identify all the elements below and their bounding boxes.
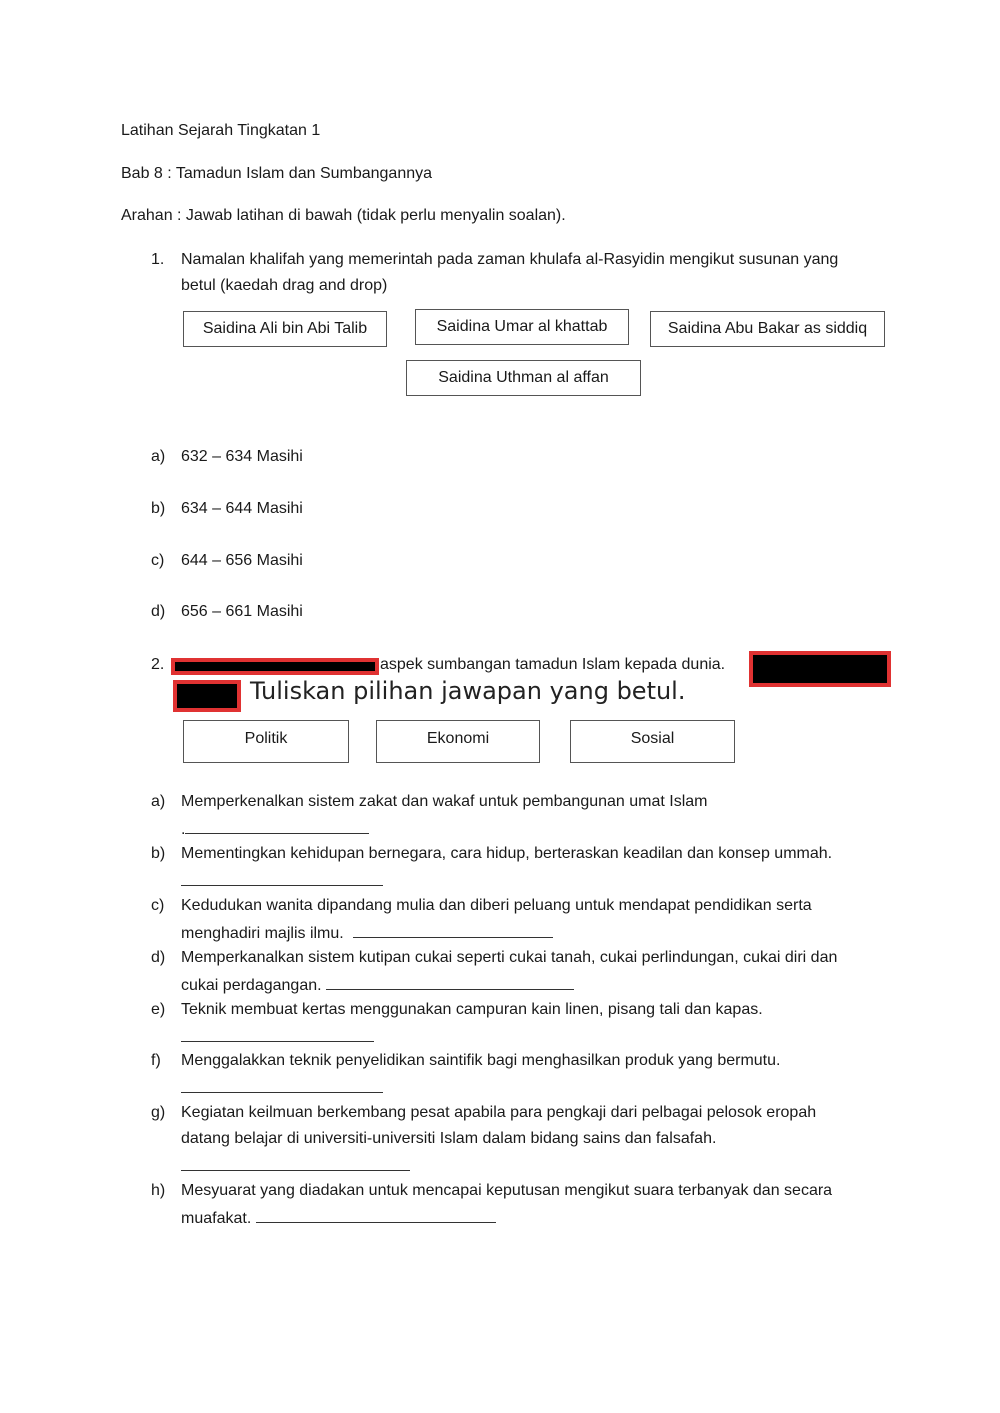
answer-option-politik[interactable]: Politik xyxy=(183,720,349,763)
drag-option-umar[interactable]: Saidina Umar al khattab xyxy=(415,309,629,345)
chapter-title: Bab 8 : Tamadun Islam dan Sumbangannya xyxy=(121,165,433,182)
q2-item-text: Mesyuarat yang diadakan untuk mencapai keputusan mengikut suara terbanyak dan secara xyxy=(181,1182,833,1199)
answer-prefix: . xyxy=(181,821,186,838)
drag-option-uthman[interactable]: Saidina Uthman al affan xyxy=(406,360,641,396)
q2-item-letter: b) xyxy=(151,845,166,862)
answer-line[interactable] xyxy=(181,819,369,839)
q1-item-letter: a) xyxy=(151,448,166,465)
q2-item-text-cont: muafakat. xyxy=(181,1208,496,1228)
q1-text-line2: betul (kaedah drag and drop) xyxy=(181,277,388,294)
answer-option-ekonomi[interactable]: Ekonomi xyxy=(376,720,540,763)
answer-line[interactable] xyxy=(181,1078,383,1098)
q2-item-text: Teknik membuat kertas menggunakan campuran kain linen, pisang tali dan kapas. xyxy=(181,1001,763,1018)
drag-option-ali[interactable]: Saidina Ali bin Abi Talib xyxy=(183,311,387,347)
q1-item-letter: d) xyxy=(151,603,166,620)
q2-item-letter: a) xyxy=(151,793,166,810)
q2-number: 2. xyxy=(151,656,165,673)
redaction-box xyxy=(749,651,891,687)
q1-text-line1: Namalan khalifah yang memerintah pada zaman khulafa al-Rasyidin mengikut susunan yang xyxy=(181,251,839,268)
q2-item-text: Kegiatan keilmuan berkembang pesat apabila para pengkaji dari pelbagai pelosok eropah xyxy=(181,1104,817,1121)
q2-item-text-cont: menghadiri majlis ilmu. xyxy=(181,923,553,943)
q1-number: 1. xyxy=(151,251,165,268)
answer-option-sosial[interactable]: Sosial xyxy=(570,720,735,763)
q1-item-text: 656 – 661 Masihi xyxy=(181,603,303,620)
worksheet-title: Latihan Sejarah Tingkatan 1 xyxy=(121,122,321,139)
q2-item-text-cont: datang belajar di universiti-universiti Islam dalam bidang sains dan falsafah. xyxy=(181,1130,717,1147)
answer-line[interactable] xyxy=(353,923,553,938)
redaction-bar xyxy=(171,658,379,675)
q2-item-letter: g) xyxy=(151,1104,166,1121)
answer-line[interactable] xyxy=(181,1027,374,1047)
answer-line[interactable] xyxy=(326,975,574,990)
q2-instruction: Tuliskan pilihan jawapan yang betul. xyxy=(250,677,686,705)
drag-option-abu-bakar[interactable]: Saidina Abu Bakar as siddiq xyxy=(650,311,885,347)
instruction-text: Arahan : Jawab latihan di bawah (tidak perlu menyalin soalan). xyxy=(121,207,566,224)
q2-text: aspek sumbangan tamadun Islam kepada dunia. xyxy=(380,656,726,673)
q2-item-letter: f) xyxy=(151,1052,161,1069)
q2-item-letter: h) xyxy=(151,1182,166,1199)
q1-item-text: 634 – 644 Masihi xyxy=(181,500,303,517)
answer-line[interactable] xyxy=(256,1208,496,1223)
q2-item-letter: d) xyxy=(151,949,166,966)
q2-item-text-cont: cukai perdagangan. xyxy=(181,975,574,995)
q2-item-text: Mementingkan kehidupan bernegara, cara hidup, berteraskan keadilan dan konsep ummah. xyxy=(181,845,833,862)
q2-item-text: Kedudukan wanita dipandang mulia dan diberi peluang untuk mendapat pendidikan serta xyxy=(181,897,812,914)
q1-item-text: 644 – 656 Masihi xyxy=(181,552,303,569)
q2-item-text: Memperkenalkan sistem zakat dan wakaf untuk pembangunan umat Islam xyxy=(181,793,708,810)
q1-item-letter: c) xyxy=(151,552,165,569)
q2-item-letter: c) xyxy=(151,897,165,914)
q2-item-letter: e) xyxy=(151,1001,166,1018)
q1-item-letter: b) xyxy=(151,500,166,517)
q2-item-text: Menggalakkan teknik penyelidikan saintifik bagi menghasilkan produk yang bermutu. xyxy=(181,1052,781,1069)
q2-item-text: Memperkanalkan sistem kutipan cukai seperti cukai tanah, cukai perlindungan, cukai diri dan xyxy=(181,949,838,966)
q1-item-text: 632 – 634 Masihi xyxy=(181,448,303,465)
redaction-box xyxy=(173,680,241,712)
answer-line[interactable] xyxy=(181,1156,410,1176)
answer-line[interactable] xyxy=(181,871,383,891)
